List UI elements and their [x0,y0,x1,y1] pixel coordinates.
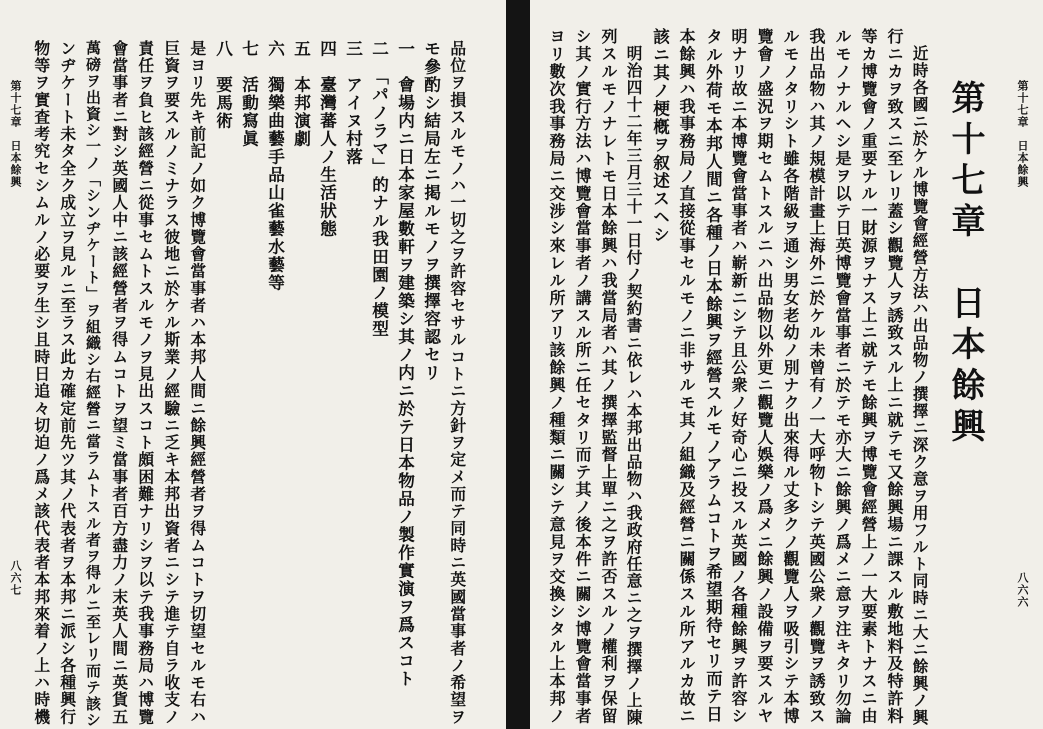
text-line: 明治四十二年三月三十一日付ノ契約書ニ依レハ本邦出品物ハ我政府任意ニ之ヲ撰擇ノ上陳 [624,45,644,727]
left-page [0,0,506,729]
right-page [530,0,1043,729]
text-line: ンヂケート未タ全ク成立ヲ見ルニ至ラス此カ確定前先ツ其ノ代表者ヲ本邦ニ派シ各種興行 [57,40,77,726]
text-line: タル外荷モ本邦人間ニ各種ノ日本餘興ヲ經營スルモノアラムコトヲ希望期待セリ而テ日 [703,28,723,724]
list-item: 七 活動寫眞 [239,40,260,148]
text-line: 覽會ノ盛況ヲ期セムトスルニハ出品物以外更ニ觀覽人娛樂ノ爲メニ餘興ノ設備ヲ要スルヤ [755,28,775,725]
list-item: 八 要馬術 [213,40,234,130]
chapter-title: 第十七章 日本餘興 [945,80,985,449]
text-line: 該ニ其ノ梗槪ヲ叙述スヘシ [650,28,671,244]
running-head-right: 第十七章 日本餘興 [1016,80,1029,188]
text-line: 列スルモノナレトモ日本餘興ハ我當局者ハ其ノ撰擇監督上單ニ之ヲ許否スルノ權利ヲ保留 [599,28,619,725]
text-line: 本餘興ハ我事務局ノ直接從事セルモノニ非サルモ其ノ組織及經營ニ關係スル所アルカ故ニ [677,28,697,725]
list-item: 五 本邦演劇 [291,40,312,148]
text-line: 近時各國ニ於ケル博覽會經營方法ハ出品物ノ撰擇ニ深ク意ヲ用フルト同時ニ大ニ餘興ノ興 [910,45,930,727]
book-gutter [506,0,530,729]
list-item: 三 アイヌ村落 [343,40,364,166]
page-number-left: 八六七 [9,560,22,596]
running-head-left: 第十七章 日本餘興 [9,80,22,188]
text-line: シ其ノ實行方法ハ博覽會當事者ノ講スル所ニ任セタリ而テ其ノ後本件ニ關シ博覽會當事者 [573,28,593,725]
text-line: 品位ヲ損スルモノハ一切之ヲ許容セサルコトニ方針ヲ定メ而テ同時ニ英國當事者ノ希望ヲ [447,40,467,726]
text-line: ルモノナルヘシ是ヲ以テ日英博覽會當事者ニ於テモ亦大ニ餘興ノ爲メニ意ヲ注キタリ勿論 [833,28,853,725]
text-line: 巨資ヲ要スルノミナラス彼地ニ於ケル斯業ノ經驗ニ乏キ本邦出資者ニシテ進テ自ラ收支ノ [161,40,181,726]
text-line: 物等ヲ實査考究セシムルノ必要ヲ生シ且時日追々切迫ノ爲メ該代表者本邦來着ノ上ハ時機 [31,40,51,726]
list-item: 四 臺灣蕃人ノ生活狀態 [317,40,338,238]
text-line: 等カ博覽會ノ重要ナル一財源ヲナス上ニ就テモ餘興ヲ博覽會經營上ノ一大要素トナスニ由 [859,28,879,725]
list-item: 二 「パノラマ」的ナル我田園ノ模型 [369,40,390,338]
text-line: 會當事者ニ對シ英國人中ニ該經營者ヲ得ムコトヲ望ミ當事者百方盡力ノ末英人間ニ英貨五 [109,40,129,726]
text-line: 明ナリ故ニ本博覽會當事者ハ嶄新ニシテ且公衆ノ好奇心ニ投スル英國ノ各種餘興ヲ許容シ [729,28,749,725]
text-line: 責任ヲ負ヒ該經營ニ從事セムトスルモノヲ見出スコト頗困難ナリシヲ以テ我事務局ハ博覽 [135,40,155,726]
text-line: ルモノタリシト雖各階級ヲ通シ男女老幼ノ別ナク出來得ル丈多クノ觀覽人ヲ吸引シテ本博 [781,28,801,725]
list-item: 六 獨樂曲藝手品山雀藝水藝等 [265,40,286,292]
text-line: 行ニカヲ致スニ至レリ蓋シ觀覽人ヲ誘致スル上ニ就テモ又餘興場ニ課スル敷地料及特許料 [885,28,905,725]
text-line: モ參酌シ結局左ニ掲ルモノヲ撰擇容認セリ [421,40,442,382]
text-line: 是ヨリ先キ前記ノ如ク博覽會當事者ハ本邦人間ニ餘興經營者ヲ得ムコトヲ切望セルモ右ハ [187,40,207,726]
text-line: 萬磅ヲ出資シ一ノ「シンヂケート」ヲ組織シ右經營ニ當ラムトスル者ヲ得ルニ至レリ而テ該シ [84,40,102,729]
text-line: 我出品物ハ其ノ規模計畫上海外ニ於ケル未曾有ノ一大呼物トシテ英國公衆ノ觀覽ヲ誘致ス [807,28,827,725]
text-line: ヨリ數次我事務局ニ交涉シ來レル所アリ該餘興ノ種類ニ關シテ意見ヲ交換シタル上本邦ノ [547,28,567,725]
page-number-right: 八六六 [1016,572,1029,608]
list-item: 一 會場内ニ日本家屋數軒ヲ建築シ其ノ内ニ於テ日本物品ノ製作實演ヲ爲スコト [395,40,416,688]
